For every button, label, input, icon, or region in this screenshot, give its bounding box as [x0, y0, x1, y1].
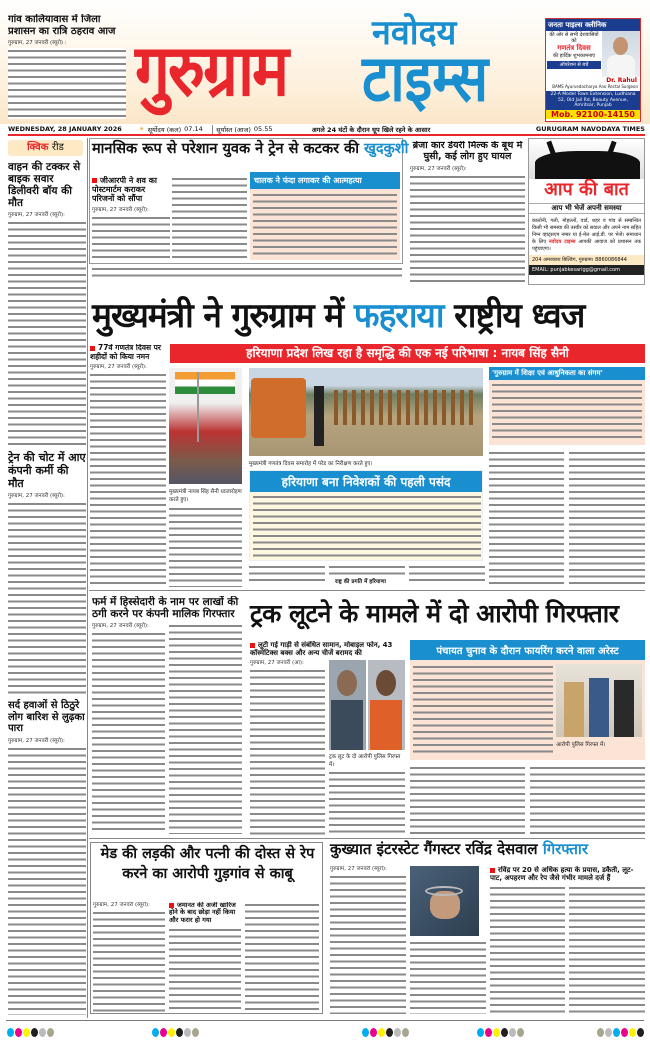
gangster-body: [490, 885, 565, 1014]
lead-headline-blue: फहराया: [353, 296, 444, 336]
brief-column: [8, 14, 126, 119]
panchayat-body: [413, 664, 553, 757]
lead-banner: हरियाणा प्रदेश लिख रहा है समृद्धि की एक नई परिभाषा : नायब सिंह सैनी: [170, 344, 645, 363]
handcuffs-photo: [410, 866, 479, 936]
ad-line2: की हार्दिक शुभकामनाएं: [553, 52, 595, 59]
investment-box-body: [253, 494, 481, 558]
flag-caption-column: [169, 487, 242, 587]
aap-ki-baat-box: [528, 138, 645, 285]
parade-photo-caption: मुख्यमंत्री गणतंत्र दिवस समारोह में परेड का निरीक्षण करते हुए।: [249, 461, 373, 467]
truck-dateline: गुरुग्राम, 27 जनवरी (आ):: [250, 660, 304, 667]
quick-item-body: [8, 746, 86, 1015]
education-box-title: 'गुरुग्राम में शिक्षा एवं आधुनिकता का संगम': [489, 367, 645, 380]
parade-photo: [249, 368, 483, 456]
aap-ki-baat-email: EMAIL: punjabkesarigg@gmail.com: [529, 265, 644, 275]
firm-dateline: गुरुग्राम, 27 जनवरी (ब्यूरो):: [92, 623, 149, 630]
gangster-body: [569, 885, 645, 1014]
accused-mugshot: [329, 660, 366, 750]
top-story-body: [92, 215, 170, 262]
ad-button: ऑपरेशन से बचें: [547, 61, 601, 69]
maid-body: [169, 927, 241, 1012]
quick-label-red: क्विक: [27, 142, 49, 153]
sunrise-label: सूर्योदय (कल): [147, 125, 182, 134]
arrest-photo: [556, 664, 642, 737]
truck-body: [250, 668, 325, 835]
maid-dateline: गुरुग्राम, 27 जनवरी (ब्यूरो):: [93, 902, 150, 908]
doctor-photo: [602, 31, 640, 77]
truck-subhead: [250, 641, 406, 657]
quick-label-black: रीड: [51, 142, 64, 153]
logo-times: टाइम्स: [362, 42, 489, 117]
ad-mobile: Mob. 92100-14150: [546, 110, 640, 120]
section-divider: [89, 590, 645, 591]
print-registration-line: [6, 1020, 644, 1021]
gangster-body: [410, 940, 486, 1014]
truck-subhead-text: लूटी गई गाड़ी से संबंधित सामान, मोबाइल फोन, 43 कॉस्मेटिक्स बक्स और अन्य चीजें बरामद की: [250, 641, 393, 658]
lead-body: [329, 564, 405, 576]
date-bar: [8, 124, 645, 136]
education-box: [489, 367, 645, 445]
truck-headline: ट्रक लूटने के मामले में दो आरोपी गिरफ्तार: [250, 599, 619, 628]
ad-doctor: Dr. Rahul: [606, 77, 637, 85]
maid-subhead: [169, 902, 241, 924]
ad-title: जनता पाइल्स क्लीनिक: [546, 19, 640, 31]
aap-ki-baat-body2: आपकी आवाज को प्रशासन तक पहुंचाएगा।: [532, 239, 642, 252]
gangster-column: [330, 866, 406, 1014]
firm-body: [169, 623, 242, 834]
brief-dateline: गुरुग्राम, 27 जनवरी (ब्यूरो) :: [8, 40, 67, 46]
truck-body: [329, 770, 405, 835]
maid-column: [93, 902, 321, 1012]
aap-ki-baat-brand: नवोदय टाइम्स: [548, 239, 576, 245]
flag-photo-caption: मुख्यमंत्री नायब सिंह सैनी ध्वजारोहण करते हुए।: [169, 489, 242, 503]
brezza-dateline: गुरुग्राम, 27 जनवरी (ब्यूरो):: [410, 165, 467, 172]
brief-headline: गांव कालियावास में जिला प्रशासन का रात्रि ठहराव आज: [8, 14, 116, 37]
brezza-body: [410, 174, 525, 285]
lead-body: [90, 372, 166, 587]
firm-headline: फर्म में हिस्सेदारी के नाम पर लाखों की ठगी करने पर कंपनी मालिक गिरफ्तार: [92, 596, 239, 621]
quick-item-headline: ट्रेन की चोट में आए कंपनी कर्मी की मौत: [8, 451, 86, 490]
quick-read-tab: [8, 140, 83, 156]
lead-headline-black1: मुख्यमंत्री ने गुरुग्राम में: [92, 296, 344, 336]
gangster-headline-blue: गिरफ्तार: [542, 840, 588, 858]
education-box-body: [492, 382, 642, 442]
lead-body: [409, 564, 485, 584]
maid-headline: मेड की लड़की और पत्नी की दोस्त से रेप करने का आरोपी गुड़गांव से काबू: [100, 846, 315, 882]
quick-item-dateline: गुरुग्राम, 27 जनवरी (ब्यूरो):: [8, 212, 65, 219]
maid-body: [245, 902, 319, 1012]
gangster-subhead: [490, 866, 645, 882]
suicide-box: [250, 172, 400, 260]
section-divider: [89, 838, 645, 839]
logo-navodaya: नवोदय: [372, 13, 457, 53]
top-story-body: [92, 266, 402, 280]
masthead: [0, 0, 650, 124]
accused-mugshot: [368, 660, 405, 750]
top-story-headline: [92, 141, 408, 158]
top-story-dateline: गुरुग्राम, 27 जनवरी (ब्यूरो):: [92, 206, 149, 213]
quick-item-body: [8, 501, 86, 696]
column-divider: [87, 138, 88, 1018]
lead-dateline: गुरुग्राम, 27 जनवरी (ब्यूरो):: [90, 364, 147, 371]
paper-name: GURUGRAM NAVODAYA TIMES: [535, 125, 645, 133]
quick-item-headline: वाहन की टक्कर से बाइक सवार डिलीवरी बॉय की मौत: [8, 161, 81, 210]
gangster-headline-black: कुख्यात इंटरस्टेट गैंगस्टर रविंद्र देसवाल: [330, 840, 538, 858]
aap-ki-baat-body: कालोनी, गली, मोहल्लों, वार्ड, शहर व गांव से सम्बन्धित किसी भी समस्या की तस्वीर को सवाल और अपने नाम सहित निम्न व्हाट्सएप नम्बर या ई-मेल आई.डी. पर भेजें। समाधान के लिए: [532, 218, 641, 245]
protest-silhouette-image: [529, 139, 644, 179]
lead-body: [169, 506, 242, 587]
lead-body: [489, 450, 564, 588]
firm-body: [92, 631, 165, 834]
sunset-label: सूर्यास्त (आज): [212, 125, 251, 134]
investment-box-title: हरियाणा बना निवेशकों की पहली पसंद: [250, 471, 482, 492]
brezza-headline: ब्रेजा कार डेयरी मिल्क के बूथ में घुसी, कई लोग हुए घायल: [412, 141, 523, 162]
top-headline-blue: खुदकुशी: [364, 141, 409, 157]
arrest-photo-caption: आरोपी पुलिस गिरफ्त में।: [556, 742, 606, 748]
ad-address2: 52, Old Jail Rd, Beauty Avenue, Amritsar, Punjab: [558, 97, 628, 109]
maid-subhead-text: जमानत की अर्जी खारिज होने के बाद छोड़ा नहीं किया और फरार हो गया: [169, 902, 236, 924]
quick-item-body: [8, 220, 86, 448]
top-story-column: [92, 176, 170, 262]
lead-side-column: [90, 344, 166, 587]
quick-item-headline: सर्द हवाओं से ठिठुरे लोग बारिश से लुढ़का पारा: [8, 700, 85, 735]
maid-body: [93, 910, 165, 1012]
brief-body: [8, 48, 126, 119]
suicide-box-body: [253, 192, 397, 257]
lead-headline: [92, 297, 584, 336]
lead-side-subhead: [90, 344, 166, 361]
investment-box: [249, 470, 483, 561]
aap-ki-baat-subtitle: आप भी भेजें अपनी समस्या: [529, 203, 644, 214]
sunrise-time: 07.14: [184, 125, 203, 133]
weather-forecast: अगले 24 घंटों के दौरान धूप खिले रहने के आसार: [311, 125, 431, 134]
quick-item-dateline: गुरुग्राम, 27 जनवरी (ब्यूरो):: [8, 737, 65, 744]
color-registration-marks: [0, 1022, 650, 1032]
issue-date: WEDNESDAY, 28 JANUARY 2026: [8, 125, 122, 133]
lead-headline-black2: राष्ट्रीय ध्वज: [454, 296, 585, 336]
sunset-time: 05.55: [253, 125, 273, 133]
subhead-text: जीआरपी ने शव का पोस्टमार्टम कराकर परिजनों को सौंपा: [92, 176, 157, 204]
gangster-dateline: गुरुग्राम, 27 जनवरी (ब्यूरो):: [330, 866, 387, 872]
gangster-headline: [330, 841, 588, 858]
panchayat-body: [530, 765, 645, 835]
aap-ki-baat-title: आप की बात: [544, 179, 629, 200]
progress-subhead: राष्ट्र की प्रगति में हरियाणा: [335, 579, 386, 585]
panchayat-box: [410, 640, 645, 760]
clinic-ad[interactable]: [545, 18, 641, 122]
lead-body: [249, 564, 325, 584]
firm-column: [92, 596, 242, 834]
brezza-column: [410, 141, 525, 285]
panchayat-headline: पंचायत चुनाव के दौरान फायरिंग करने वाला अरेस्ट: [410, 640, 645, 660]
quick-read-column: [8, 140, 86, 1015]
ad-line1: की ओर से सभी देशवासियों को: [549, 32, 599, 45]
gangster-right-column: [490, 866, 645, 1014]
top-story-subhead: [92, 176, 170, 204]
ad-highlight: गणतंत्र दिवस: [557, 44, 591, 53]
gangster-body: [330, 874, 406, 1014]
panchayat-body: [410, 765, 525, 835]
suicide-box-title: चालक ने फंदा लगाकर की आत्महत्या: [250, 172, 400, 189]
truck-column: [250, 641, 406, 835]
ad-degree: BAMS Ayurvedacharya Ano Rectal Surgeon: [552, 83, 638, 89]
top-story-body: [172, 176, 247, 262]
top-headline-black: मानसिक रूप से परेशान युवक ने ट्रेन से कटकर की: [92, 141, 359, 157]
quick-item-dateline: गुरुग्राम, 27 जनवरी (ब्यूरो):: [8, 493, 65, 500]
aap-ki-baat-address: 204 अमरकाश बिल्डिंग, गुरुग्राम। 8860086844: [529, 255, 644, 265]
sun-icon: ☀: [138, 125, 145, 133]
logo-gurugram: गुरुग्राम: [135, 28, 288, 113]
mugshot-caption: ट्रक लूट के दो आरोपी पुलिस गिरफ्त में।: [329, 754, 401, 769]
side-subhead-text: 77वें गणतंत्र दिवस पर शहीदों को किया नमन: [90, 344, 161, 361]
flag-hoisting-photo: [169, 368, 242, 484]
lead-body: [569, 450, 645, 588]
gangster-subhead-text: रविंद्र पर 20 से अधिक हत्या के प्रयास, डकैती, लूट-पाट, अपहरण और रेप जैसे गंभीर मामले दर्ज हैं: [490, 866, 634, 883]
ad-address1: 22-A Model Town Extension, Ludhiana: [550, 92, 636, 98]
